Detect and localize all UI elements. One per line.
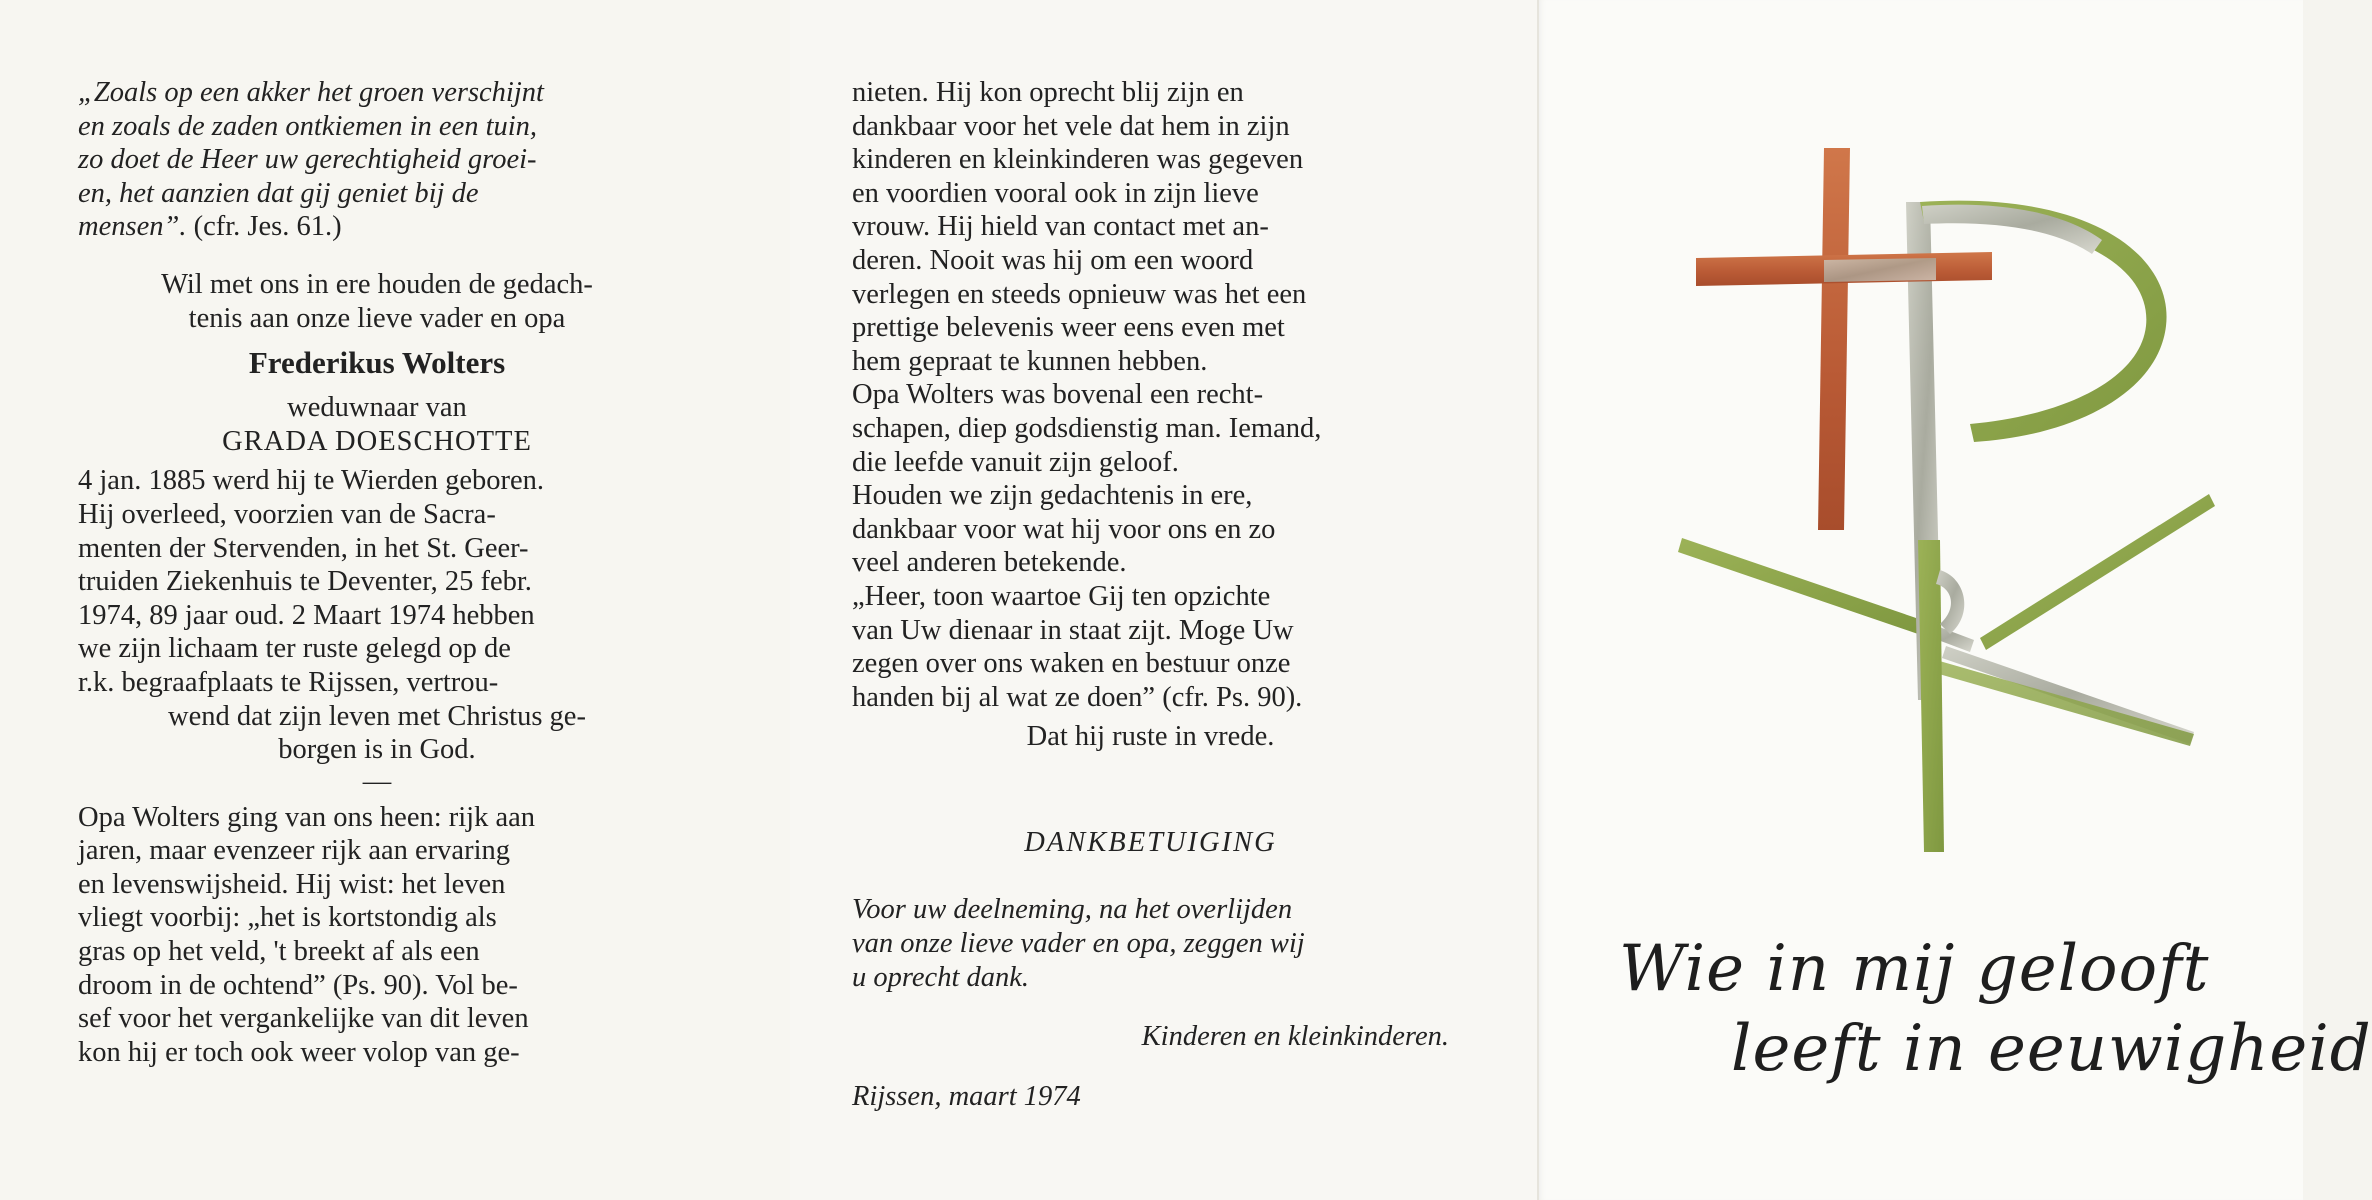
- story-line: kon hij er toch ook weer volop van ge-: [78, 1036, 520, 1068]
- bio-line: truiden Ziekenhuis te Deventer, 25 febr.: [78, 566, 532, 598]
- thanks-text: [852, 893, 1449, 994]
- quote-line: zo doet de Heer uw gerechtigheid groei-: [78, 144, 537, 176]
- story-line: dankbaar voor het vele dat hem in zijn: [852, 110, 1290, 142]
- story-line: die leefde vanuit zijn geloof.: [852, 446, 1179, 478]
- middle-text-column: [852, 76, 1449, 1113]
- story-line: Houden we zijn gedachtenis in ere,: [852, 480, 1253, 512]
- opening-quote: [78, 76, 676, 244]
- left-text-column: [78, 76, 676, 1069]
- motto-line-1: Wie in mij gelooft: [1619, 932, 2210, 1006]
- story-line: Opa Wolters was bovenal een recht-: [852, 379, 1264, 411]
- story-line: en levenswijsheid. Hij wist: het leven: [78, 868, 506, 900]
- story-line: vrouw. Hij hield van contact met an-: [852, 211, 1269, 243]
- motto-line-2: leeft in eeuwigheid: [1731, 1012, 2372, 1086]
- story-line: vliegt voorbij: „het is kortstondig als: [78, 902, 497, 934]
- memorial-intro: [78, 268, 676, 335]
- section-divider: —: [362, 765, 392, 797]
- intro-line: Wil met ons in ere houden de gedach-: [161, 268, 593, 300]
- card-front-panel: [1537, 0, 2372, 1200]
- story-line: veel anderen betekende.: [852, 547, 1127, 579]
- quote-line: „Zoals op een akker het groen verschijnt: [78, 77, 544, 108]
- story-line: Opa Wolters ging van ons heen: rijk aan: [78, 801, 536, 833]
- biography-end: [78, 700, 676, 767]
- quote-line: [78, 210, 676, 244]
- widower-label: weduwnaar van: [287, 392, 467, 424]
- quote-reference: (cfr. Jes. 61.): [186, 211, 342, 243]
- quote-line: en, het aanzien dat gij geniet bij de: [78, 177, 479, 209]
- thanks-line: u oprecht dank.: [852, 961, 1030, 993]
- bio-line: menten der Stervenden, in het St. Geer-: [78, 532, 529, 564]
- story-line: nieten. Hij kon oprecht blij zijn en: [852, 77, 1244, 108]
- biography: [78, 464, 676, 699]
- story-line: jaren, maar evenzeer rijk aan ervaring: [78, 835, 510, 867]
- story-line: sef voor het vergankelijke van dit leven: [78, 1003, 529, 1035]
- story-line: en voordien vooral ook in zijn lieve: [852, 177, 1259, 209]
- bio-line: 4 jan. 1885 werd hij te Wierden geboren.: [78, 465, 545, 497]
- intro-line: tenis aan onze lieve vader en opa: [188, 302, 566, 334]
- story-line: dankbaar voor wat hij voor ons en zo: [852, 513, 1276, 545]
- story-line: deren. Nooit was hij om een woord: [852, 244, 1254, 276]
- story-line: schapen, diep godsdienstig man. Iemand,: [852, 412, 1322, 444]
- card-left-panel: [0, 0, 790, 1200]
- story-part-2: [852, 76, 1449, 714]
- quote-line: en zoals de zaden ontkiemen in een tuin,: [78, 110, 538, 142]
- thanks-line: Voor uw deelneming, na het overlijden: [852, 894, 1293, 926]
- deceased-name: Frederikus Wolters: [248, 345, 506, 381]
- story-line: zegen over ons waken en bestuur onze: [852, 648, 1291, 680]
- story-line: kinderen en kleinkinderen was gegeven: [852, 144, 1304, 176]
- story-line: gras op het veld, 't breekt af als een: [78, 936, 480, 968]
- chi-rho-cross-icon: [1674, 140, 2234, 860]
- story-part-1: [78, 801, 676, 1070]
- story-line: handen bij al wat ze doen” (cfr. Ps. 90).: [852, 681, 1303, 713]
- bio-line: we zijn lichaam ter ruste gelegd op de: [78, 633, 511, 665]
- bio-line: Hij overleed, voorzien van de Sacra-: [78, 498, 496, 530]
- quote-last-word: mensen”.: [78, 211, 187, 243]
- signature: Kinderen en kleinkinderen.: [1141, 1021, 1449, 1053]
- card-middle-panel: [790, 0, 1537, 1200]
- spouse-name: GRADA DOESCHOTTE: [222, 425, 532, 457]
- thanks-line: van onze lieve vader en opa, zeggen wij: [852, 928, 1305, 960]
- story-line: verlegen en steeds opnieuw was het een: [852, 278, 1307, 310]
- thanks-heading: DANKBETUIGING: [1024, 826, 1277, 858]
- story-line: prettige belevenis weer eens even met: [852, 312, 1285, 344]
- rest-in-peace: Dat hij ruste in vrede.: [1026, 721, 1275, 753]
- bio-line: 1974, 89 jaar oud. 2 Maart 1974 hebben: [78, 599, 535, 631]
- bio-line: borgen is in God.: [278, 734, 476, 766]
- bio-line: r.k. begraafplaats te Rijssen, vertrou-: [78, 666, 499, 698]
- story-line: „Heer, toon waartoe Gij ten opzichte: [852, 580, 1271, 612]
- story-line: droom in de ochtend” (Ps. 90). Vol be-: [78, 969, 518, 1001]
- bio-line: wend dat zijn leven met Christus ge-: [168, 700, 586, 732]
- story-line: van Uw dienaar in staat zijt. Moge Uw: [852, 614, 1294, 646]
- place-date: Rijssen, maart 1974: [852, 1080, 1081, 1112]
- story-line: hem gepraat te kunnen hebben.: [852, 345, 1208, 377]
